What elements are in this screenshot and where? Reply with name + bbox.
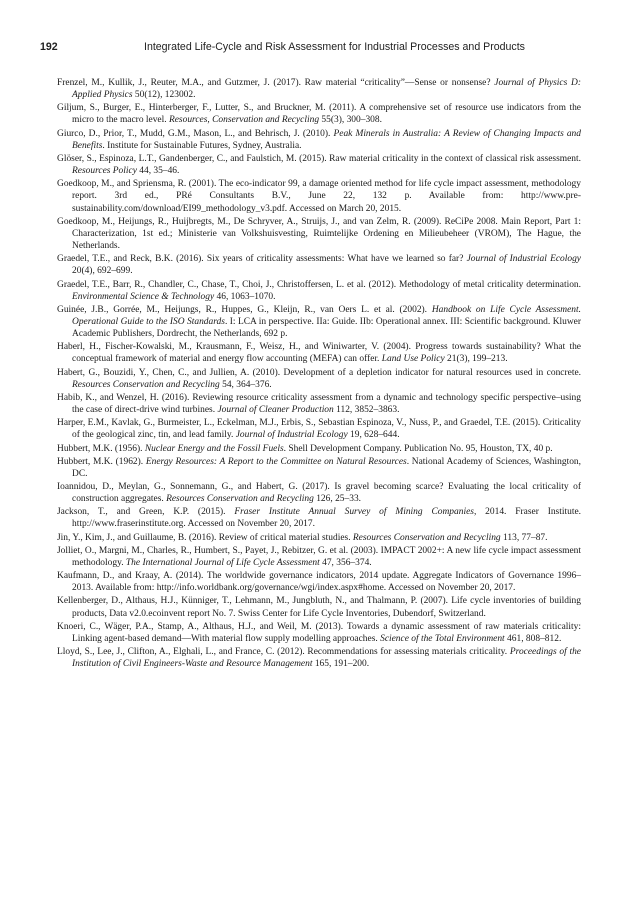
reference-list bbox=[57, 77, 581, 671]
page-number: 192 bbox=[40, 41, 58, 53]
reference-entry: Ioannidou, D., Meylan, G., Sonnemann, G., and Habert, G. (2017). Is gravel becoming scarce? Evaluating the local criticality of construction aggregates. Resources Conservation and Recycling 126, 25–33. bbox=[57, 482, 581, 505]
reference-entry: Glöser, S., Espinoza, L.T., Gandenberger, C., and Faulstich, M. (2015). Raw material criticality in the context of classical risk assessment. Resources Policy 44, 35–46. bbox=[57, 153, 581, 177]
reference-entry: Giljum, S., Burger, E., Hinterberger, F., Lutter, S., and Bruckner, M. (2011). A comprehensive set of resource use indicators from the micro to the macro level. Resources, Conservation and Recycling 55(3), 300–308. bbox=[57, 103, 581, 126]
reference-entry: Hubbert, M.K. (1956). Nuclear Energy and the Fossil Fuels. Shell Development Company. Publication No. 95, Houston, TX, 40 p. bbox=[57, 443, 553, 454]
reference-entry: Graedel, T.E., Barr, R., Chandler, C., Chase, T., Choi, J., Christoffersen, L. et al. (2012). Methodology of metal criticality determination. Environmental Science & Technology 46, 1063–1070. bbox=[57, 279, 581, 302]
reference-entry: Hubbert, M.K. (1962). Energy Resources: A Report to the Committee on Natural Resources. National Academy of Sciences, Washington, DC. bbox=[57, 456, 582, 479]
reference-entry: Jackson, T., and Green, K.P. (2015). Fraser Institute Annual Survey of Mining Companies, 2014. Fraser Institute. http://www.fraserinstitute.org. Accessed on November 20, 2017. bbox=[57, 507, 581, 530]
reference-entry: Jin, Y., Kim, J., and Guillaume, B. (2016). Review of critical material studies. Resources Conservation and Recycling 113, 77–87. bbox=[57, 532, 548, 543]
reference-entry: Goedkoop, M., Heijungs, R., Huijbregts, M., De Schryver, A., Struijs, J., and van Zelm, R. (2009). ReCiPe 2008. Main Report, Part 1: Characterization, 1st ed.; Ministerie van Volkshuisvesting, Ruimtelijke Ordening en Milieubeheer (VROM), The Hague, the Netherlands. bbox=[57, 216, 581, 252]
reference-entry: Kaufmann, D., and Kraay, A. (2014). The worldwide governance indicators, 2014 update. Aggregate Indicators of Governance 1996–2013. Available from: http://info.worldbank.org/governance/wgi/index.aspx#home. Accessed on November 20, 2017. bbox=[57, 571, 581, 594]
page-header bbox=[40, 41, 590, 57]
reference-entry: Graedel, T.E., and Reck, B.K. (2016). Six years of criticality assessments: What have we learned so far? Journal of Industrial Ecology 20(4), 692–699. bbox=[57, 254, 581, 277]
reference-entry: Giurco, D., Prior, T., Mudd, G.M., Mason, L., and Behrisch, J. (2010). Peak Minerals in Australia: A Review of Changing Impacts and Benefits. Institute for Sustainable Futures, Sydney, Australia. bbox=[57, 128, 581, 151]
reference-entry: Jolliet, O., Margni, M., Charles, R., Humbert, S., Payet, J., Rebitzer, G. et al. (2003). IMPACT 2002+: A new life cycle impact assessment methodology. The International Journal of Life Cycle Assessment 47, 356–374. bbox=[57, 545, 581, 568]
reference-entry: Haberl, H., Fischer-Kowalski, M., Krausmann, F., Weisz, H., and Winiwarter, V. (2004). Progress towards sustainability? What the conceptual framework of material and energy flow accounting (MEFA) can offer. Land Use Policy 21(3), 199–213. bbox=[57, 342, 581, 365]
reference-entry: Harper, E.M., Kavlak, G., Burmeister, L., Eckelman, M.J., Erbis, S., Sebastian Espinoza, V., Nuss, P., and Graedel, T.E. (2015). Criticality of the geological zinc, tin, and lead family. Journal of Industrial Ecology 19, 628–644. bbox=[57, 418, 581, 441]
running-title: Integrated Life-Cycle and Risk Assessment for Industrial Processes and Products bbox=[144, 41, 525, 53]
reference-entry: Goedkoop, M., and Spriensma, R. (2001). The eco-indicator 99, a damage oriented method for life cycle impact assessment, methodology report. 3rd ed., PRé Consultants B.V., June 22, 132 p. Available from: http://www.pre-sustainability.com/download/EI99_methodology_v3.pdf. Accessed on March 20, 2015. bbox=[57, 179, 581, 214]
reference-entry: Habert, G., Bouzidi, Y., Chen, C., and Jullien, A. (2010). Development of a depletion indicator for natural resources used in concrete. Resources Conservation and Recycling 54, 364–376. bbox=[57, 367, 581, 390]
reference-entry: Lloyd, S., Lee, J., Clifton, A., Elghali, L., and France, C. (2012). Recommendations for assessing materials criticality. Proceedings of the Institution of Civil Engineers-Waste and Resource Management 165, 191–200. bbox=[57, 647, 581, 670]
reference-entry: Frenzel, M., Kullik, J., Reuter, M.A., and Gutzmer, J. (2017). Raw material “criticality”—Sense or nonsense? Journal of Physics D: Applied Physics 50(12), 123002. bbox=[57, 78, 581, 101]
reference-entry: Habib, K., and Wenzel, H. (2016). Reviewing resource criticality assessment from a dynamic and technology specific perspective–using the case of direct-drive wind turbines. Journal of Cleaner Production 112, 3852–3863. bbox=[57, 392, 581, 416]
reference-entry: Knoeri, C., Wäger, P.A., Stamp, A., Althaus, H.J., and Weil, M. (2013). Towards a dynamic assessment of raw materials criticality: Linking agent-based demand—With material flow supply modelling approaches. Science of the Total Environment 461, 808–812. bbox=[57, 621, 581, 644]
reference-entry: Guinée, J.B., Gorrée, M., Heijungs, R., Huppes, G., Kleijn, R., van Oers L. et al. (2002). Handbook on Life Cycle Assessment. Operational Guide to the ISO Standards. I: LCA in perspective. IIa: Guide. IIb: Operational annex. III: Scientific background. Kluwer Academic Publishers, Dordrecht, the Netherlands, 692 p. bbox=[57, 304, 581, 340]
reference-entry: Kellenberger, D., Althaus, H.J., Künniger, T., Lehmann, M., Jungbluth, N., and Thalmann, P. (2007). Life cycle inventories of building products, Data v2.0.ecoinvent report No. 7. Swiss Center for Life Cycle Inventories, Dubendorf, Switzerland. bbox=[57, 596, 581, 619]
